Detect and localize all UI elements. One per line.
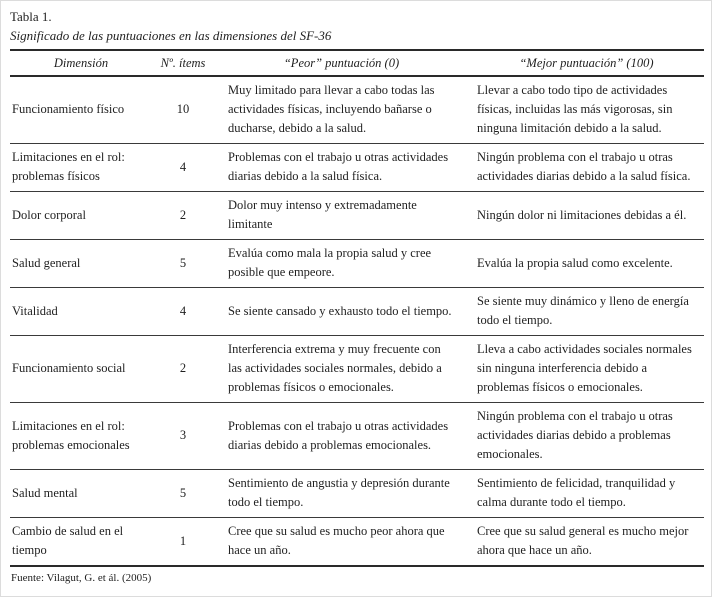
table-row: [10, 336, 704, 403]
table-row: [10, 470, 704, 518]
cell-dimension: Limitaciones en el rol: problemas físicos: [10, 144, 152, 192]
cell-best-score: Ningún dolor ni limitaciones debidas a él.: [469, 192, 704, 240]
cell-item-count: 10: [152, 76, 214, 144]
column-header-best-score: “Mejor puntuación” (100): [469, 50, 704, 76]
cell-worst-score: Interferencia extrema y muy frecuente con las actividades sociales normales, debido a problemas físicos o emocionales.: [214, 336, 469, 403]
cell-dimension: Vitalidad: [10, 288, 152, 336]
table-header-row: [10, 50, 704, 76]
cell-item-count: 2: [152, 192, 214, 240]
cell-dimension: Salud general: [10, 240, 152, 288]
cell-worst-score: Muy limitado para llevar a cabo todas las actividades físicas, incluyendo bañarse o ducharse, debido a la salud.: [214, 76, 469, 144]
column-header-worst-score: “Peor” puntuación (0): [214, 50, 469, 76]
cell-dimension: Dolor corporal: [10, 192, 152, 240]
table-label: Tabla 1.: [10, 9, 52, 24]
cell-item-count: 4: [152, 144, 214, 192]
cell-worst-score: Problemas con el trabajo u otras actividades diarias debido a la salud física.: [214, 144, 469, 192]
table-body: [10, 76, 704, 566]
cell-item-count: 4: [152, 288, 214, 336]
table-row: [10, 403, 704, 470]
sf36-dimensions-table: [10, 49, 704, 567]
table-row: [10, 192, 704, 240]
cell-worst-score: Dolor muy intenso y extremadamente limitante: [214, 192, 469, 240]
table-row: [10, 518, 704, 567]
cell-best-score: Llevar a cabo todo tipo de actividades físicas, incluidas las más vigorosas, sin ninguna limitación debido a la salud.: [469, 76, 704, 144]
cell-worst-score: Se siente cansado y exhausto todo el tiempo.: [214, 288, 469, 336]
table-row: [10, 288, 704, 336]
cell-dimension: Cambio de salud en el tiempo: [10, 518, 152, 567]
cell-item-count: 5: [152, 240, 214, 288]
table-row: [10, 144, 704, 192]
table-row: [10, 76, 704, 144]
table-caption: Significado de las puntuaciones en las dimensiones del SF-36: [10, 28, 332, 43]
cell-worst-score: Problemas con el trabajo u otras actividades diarias debido a problemas emocionales.: [214, 403, 469, 470]
cell-best-score: Ningún problema con el trabajo u otras actividades diarias debido a problemas emocionales.: [469, 403, 704, 470]
table-row: [10, 240, 704, 288]
cell-item-count: 3: [152, 403, 214, 470]
cell-item-count: 2: [152, 336, 214, 403]
cell-best-score: Evalúa la propia salud como excelente.: [469, 240, 704, 288]
cell-worst-score: Sentimiento de angustia y depresión durante todo el tiempo.: [214, 470, 469, 518]
cell-item-count: 5: [152, 470, 214, 518]
table-header: [10, 50, 704, 76]
cell-best-score: Cree que su salud general es mucho mejor ahora que hace un año.: [469, 518, 704, 567]
cell-best-score: Lleva a cabo actividades sociales normales sin ninguna interferencia debido a problemas físicos o emocionales.: [469, 336, 704, 403]
source-note: Fuente: Vilagut, G. et ál. (2005): [11, 572, 152, 584]
cell-dimension: Salud mental: [10, 470, 152, 518]
cell-item-count: 1: [152, 518, 214, 567]
cell-worst-score: Cree que su salud es mucho peor ahora que hace un año.: [214, 518, 469, 567]
cell-dimension: Limitaciones en el rol: problemas emocionales: [10, 403, 152, 470]
cell-best-score: Se siente muy dinámico y lleno de energía todo el tiempo.: [469, 288, 704, 336]
cell-dimension: Funcionamiento físico: [10, 76, 152, 144]
cell-dimension: Funcionamiento social: [10, 336, 152, 403]
cell-worst-score: Evalúa como mala la propia salud y cree posible que empeore.: [214, 240, 469, 288]
cell-best-score: Sentimiento de felicidad, tranquilidad y calma durante todo el tiempo.: [469, 470, 704, 518]
column-header-items: Nº. ítems: [152, 50, 214, 76]
cell-best-score: Ningún problema con el trabajo u otras actividades diarias debido a la salud física.: [469, 144, 704, 192]
column-header-dimension: Dimensión: [10, 50, 152, 76]
